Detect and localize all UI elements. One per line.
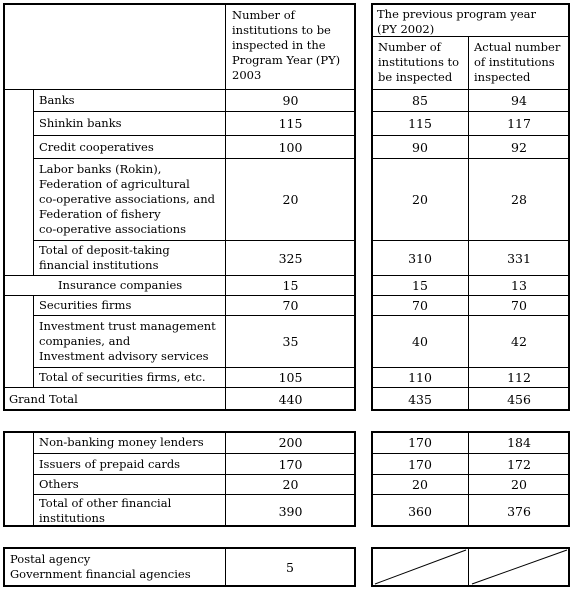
row-value-plan: 105	[278, 370, 303, 385]
row-value-prev-plan: 115	[408, 116, 432, 131]
row-value-prev-actual: 172	[507, 456, 531, 472]
row-value-prev-actual: 112	[507, 370, 531, 385]
row-value-prev-plan: 90	[412, 139, 428, 155]
row-label: Labor banks (Rokin), Federation of agricultural co-operative associations, and Federation of fishery co-operative associations	[39, 162, 215, 236]
row-value-prev-actual: 70	[511, 298, 527, 313]
row-label: Insurance companies	[58, 278, 183, 292]
row-label: Total of deposit-taking financial institutions	[39, 243, 170, 272]
row-value-plan: 115	[278, 116, 303, 131]
divider	[33, 431, 34, 527]
row-label: Grand Total	[9, 392, 78, 406]
row-label: Banks	[39, 93, 75, 107]
row-value-plan: 100	[278, 139, 303, 155]
not-applicable-slash	[371, 547, 570, 587]
row-label: Investment trust management companies, and Investment advisory services	[39, 319, 216, 363]
agency-label: Postal agency Government financial agencies	[10, 552, 191, 581]
row-value-prev-plan: 40	[412, 334, 428, 349]
row-value-prev-plan: 170	[408, 435, 432, 450]
row-label: Others	[39, 477, 79, 491]
divider	[33, 295, 34, 387]
row-value-plan: 15	[282, 278, 299, 293]
row-value-prev-plan: 20	[412, 477, 428, 492]
row-value-prev-actual: 117	[507, 116, 531, 131]
agency-plan-value: 5	[286, 559, 294, 575]
row-value-plan: 20	[282, 192, 299, 207]
previous-year-header: The previous program year (PY 2002)	[377, 7, 536, 36]
row-value-prev-actual: 376	[507, 503, 531, 519]
divider	[371, 36, 570, 37]
row-value-prev-plan: 110	[408, 370, 432, 385]
prev-actual-header: Actual number of institutions inspected	[474, 40, 561, 84]
row-value-plan: 90	[282, 93, 299, 108]
row-value-plan: 325	[278, 250, 303, 266]
row-value-prev-actual: 184	[507, 435, 531, 450]
row-value-plan: 70	[282, 298, 299, 313]
row-value-prev-actual: 28	[511, 192, 527, 207]
row-value-prev-actual: 42	[511, 334, 527, 349]
row-value-prev-plan: 360	[408, 503, 432, 519]
row-value-prev-actual: 456	[507, 392, 531, 407]
row-value-plan: 390	[278, 503, 303, 519]
prev-planned-header: Number of institutions to be inspected	[378, 40, 460, 84]
row-label: Shinkin banks	[39, 116, 122, 130]
row-value-plan: 440	[278, 392, 303, 407]
row-value-prev-plan: 20	[412, 192, 428, 207]
row-value-prev-actual: 331	[507, 250, 531, 266]
row-value-prev-actual: 20	[511, 477, 527, 492]
row-value-prev-actual: 13	[511, 278, 527, 293]
row-label: Non-banking money lenders	[39, 435, 204, 449]
row-value-prev-plan: 15	[412, 278, 428, 293]
row-value-prev-plan: 310	[408, 250, 432, 266]
row-value-prev-plan: 170	[408, 456, 432, 472]
row-value-prev-actual: 92	[511, 139, 527, 155]
row-value-prev-plan: 435	[408, 392, 432, 407]
row-value-plan: 170	[278, 456, 303, 472]
row-value-prev-plan: 85	[412, 93, 428, 108]
row-value-plan: 200	[278, 435, 303, 450]
row-label: Credit cooperatives	[39, 139, 154, 154]
row-value-prev-actual: 94	[511, 93, 527, 108]
divider	[33, 89, 34, 275]
row-label: Issuers of prepaid cards	[39, 456, 181, 471]
row-label: Total of other financial institutions	[39, 496, 172, 525]
row-label: Securities firms	[39, 298, 132, 312]
row-value-prev-plan: 70	[412, 298, 428, 313]
row-value-plan: 20	[282, 477, 299, 492]
plan-column-header: Number of institutions to be inspected in the Program Year (PY) 2003	[232, 8, 341, 82]
row-label: Total of securities firms, etc.	[39, 370, 206, 384]
row-value-plan: 35	[282, 334, 299, 349]
